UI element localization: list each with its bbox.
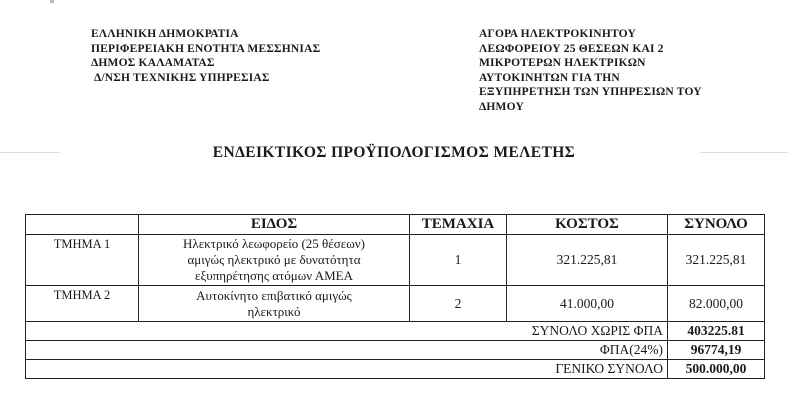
- item-line: εξυπηρέτησης ατόμων ΑΜΕΑ: [195, 268, 353, 283]
- subject-line: ΕΞΥΠΗΡΕΤΗΣΗ ΤΩΝ ΥΠΗΡΕΣΙΩΝ ΤΟΥ: [479, 86, 702, 98]
- table-row: [26, 235, 765, 286]
- summary-label: ΓΕΝΙΚΟ ΣΥΝΟΛΟ: [26, 360, 668, 379]
- item-line: Ηλεκτρικό λεωφορείο (25 θέσεων): [183, 236, 365, 251]
- col-header-cost: ΚΟΣΤΟΣ: [507, 215, 668, 235]
- total-cell: 82.000,00: [668, 286, 765, 322]
- budget-table: [25, 214, 765, 379]
- cost-cell: 321.225,81: [507, 235, 668, 286]
- scan-mark: [50, 0, 54, 3]
- summary-label: ΦΠΑ(24%): [26, 341, 668, 360]
- subject-line: ΑΓΟΡΑ ΗΛΕΚΤΡΟΚΙΝΗΤΟΥ: [479, 28, 636, 40]
- table-header-row: [26, 215, 765, 235]
- issuer-header: [91, 27, 320, 85]
- part-cell: ΤΜΗΜΑ 2: [26, 286, 139, 322]
- item-cell: [139, 235, 410, 286]
- issuer-line: ΕΛΛΗΝΙΚΗ ΔΗΜΟΚΡΑΤΙΑ: [91, 28, 239, 40]
- subject-header: [479, 27, 702, 114]
- summary-row-net: [26, 322, 765, 341]
- item-cell: [139, 286, 410, 322]
- issuer-line: Δ/ΝΣΗ ΤΕΧΝΙΚΗΣ ΥΠΗΡΕΣΙΑΣ: [94, 71, 270, 84]
- summary-label: ΣΥΝΟΛΟ ΧΩΡΙΣ ΦΠΑ: [26, 322, 668, 341]
- col-header-total: ΣΥΝΟΛΟ: [668, 215, 765, 235]
- subject-line: ΜΙΚΡΟΤΕΡΩΝ ΗΛΕΚΤΡΙΚΩΝ: [479, 57, 646, 69]
- item-line: Αυτοκίνητο επιβατικό αμιγώς: [196, 287, 352, 303]
- part-cell: ΤΜΗΜΑ 1: [26, 235, 139, 286]
- issuer-line: ΠΕΡΙΦΕΡΕΙΑΚΗ ΕΝΟΤΗΤΑ ΜΕΣΣΗΝΙΑΣ: [91, 42, 321, 55]
- summary-row-grand-total: [26, 360, 765, 379]
- subject-line: ΛΕΩΦΟΡΕΙΟΥ 25 ΘΕΣΕΩΝ ΚΑΙ 2: [479, 42, 664, 55]
- table-row: [26, 286, 765, 322]
- col-header-item: ΕΙΔΟΣ: [139, 215, 410, 235]
- subject-line: ΔΗΜΟΥ: [479, 100, 524, 113]
- qty-cell: 1: [410, 235, 507, 286]
- subject-line: ΑΥΤΟΚΙΝΗΤΩΝ ΓΙΑ ΤΗΝ: [479, 71, 620, 84]
- qty-cell: 2: [410, 286, 507, 322]
- summary-row-vat: [26, 341, 765, 360]
- summary-value: 96774,19: [668, 341, 765, 360]
- issuer-line: ΔΗΜΟΣ ΚΑΛΑΜΑΤΑΣ: [91, 57, 215, 69]
- item-line: αμιγώς ηλεκτρικό με δυνατότητα: [187, 252, 361, 267]
- summary-value: 500.000,00: [668, 360, 765, 379]
- summary-value: 403225.81: [668, 322, 765, 341]
- total-cell: 321.225,81: [668, 235, 765, 286]
- col-header-part: [26, 215, 139, 235]
- cost-cell: 41.000,00: [507, 286, 668, 322]
- col-header-qty: ΤΕΜΑΧΙΑ: [410, 215, 507, 235]
- document-title: ΕΝΔΕΙΚΤΙΚΟΣ ΠΡΟΫΠΟΛΟΓΙΣΜΟΣ ΜΕΛΕΤΗΣ: [212, 144, 576, 161]
- item-line: ηλεκτρικό: [247, 303, 301, 319]
